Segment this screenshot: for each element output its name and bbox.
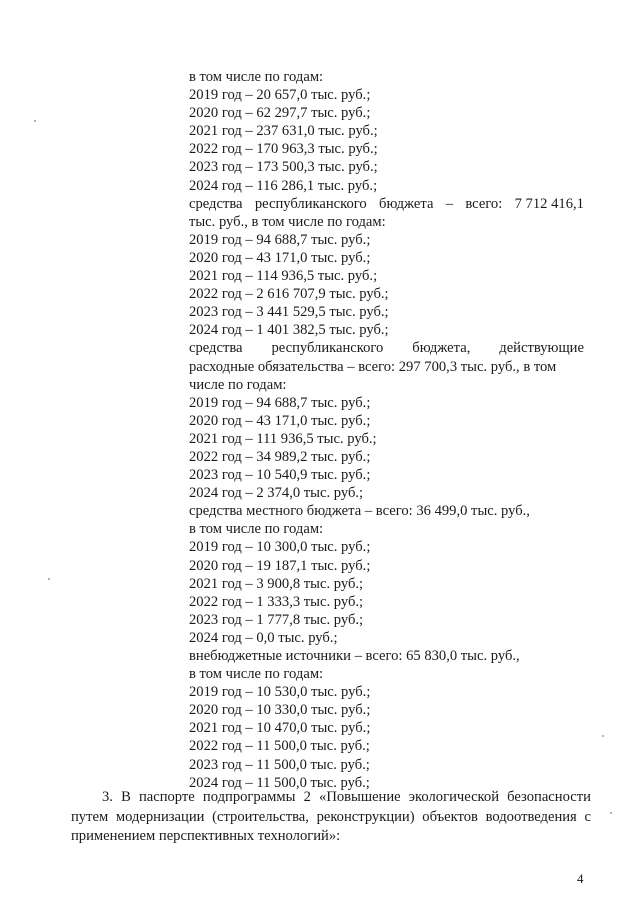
text-line: 2019 год – 94 688,7 тыс. руб.;	[189, 231, 371, 248]
paragraph-line	[71, 788, 591, 808]
text-line: 2021 год – 237 631,0 тыс. руб.;	[189, 123, 378, 140]
text-line: числе по годам:	[189, 376, 287, 393]
word: паспорте	[138, 789, 195, 805]
text-line: 2019 год – 20 657,0 тыс. руб.;	[189, 87, 371, 104]
word: водоотведения	[485, 808, 577, 825]
text-line: тыс. руб., в том числе по годам:	[189, 213, 386, 230]
text-line: 2021 год – 111 936,5 тыс. руб.;	[189, 430, 377, 447]
text-line: 2022 год – 34 989,2 тыс. руб.;	[189, 448, 371, 465]
funding-breakdown	[189, 68, 589, 792]
word: республиканского	[271, 340, 384, 357]
word: экологической	[408, 789, 500, 805]
text-line: 2019 год – 10 300,0 тыс. руб.;	[189, 539, 371, 556]
scan-speck	[610, 812, 612, 814]
word: В	[121, 789, 131, 805]
page-number: 4	[577, 871, 584, 886]
text-line: 2023 год – 3 441 529,5 тыс. руб.;	[189, 304, 389, 321]
word: –	[445, 195, 454, 212]
text-line: расходные обязательства – всего: 297 700,3 тыс. руб., в том	[189, 358, 557, 375]
paragraph-line	[71, 808, 591, 828]
word: республиканского	[254, 195, 367, 212]
text-line: 2021 год – 10 470,0 тыс. руб.;	[189, 720, 371, 737]
text-line: 2020 год – 43 171,0 тыс. руб.;	[189, 412, 371, 429]
text-line: в том числе по годам:	[189, 69, 324, 85]
text-line: 2022 год – 170 963,3 тыс. руб.;	[189, 141, 378, 158]
text-line: 2024 год – 116 286,1 тыс. руб.;	[189, 177, 378, 194]
text-line: 2021 год – 3 900,8 тыс. руб.;	[189, 575, 364, 592]
text-line: 2024 год – 2 374,0 тыс. руб.;	[189, 485, 364, 502]
word: 2	[303, 789, 311, 805]
word: всего:	[465, 195, 503, 212]
word: «Повышение	[319, 789, 401, 805]
word: подпрограммы	[202, 789, 296, 805]
word: 3.	[102, 789, 113, 805]
text-line: 2024 год – 11 500,0 тыс. руб.;	[189, 774, 370, 791]
text-line: 2024 год – 1 401 382,5 тыс. руб.;	[189, 322, 389, 339]
text-line: 2023 год – 173 500,3 тыс. руб.;	[189, 159, 378, 176]
text-line: внебюджетные источники – всего: 65 830,0 тыс. руб.,	[189, 648, 520, 664]
text-line: 2022 год – 2 616 707,9 тыс. руб.;	[189, 286, 389, 303]
text-line: 2022 год – 1 333,3 тыс. руб.;	[189, 593, 364, 610]
text-line: в том числе по годам:	[189, 666, 324, 683]
word: безопасности	[507, 789, 591, 805]
text-line: 2024 год – 0,0 тыс. руб.;	[189, 629, 338, 646]
word: (строительства,	[212, 808, 309, 825]
word: путем	[71, 808, 109, 825]
word: реконструкции)	[316, 808, 415, 825]
word: модернизации	[115, 808, 205, 825]
text-line: 2021 год – 114 936,5 тыс. руб.;	[189, 268, 378, 285]
text-line: средства местного бюджета – всего: 36 499,0 тыс. руб.,	[189, 503, 530, 520]
word: средства	[189, 195, 243, 212]
text-line: 2020 год – 10 330,0 тыс. руб.;	[189, 702, 371, 719]
section-paragraph	[71, 788, 591, 847]
text-line: 2019 год – 10 530,0 тыс. руб.;	[189, 684, 371, 701]
text-line: 2023 год – 1 777,8 тыс. руб.;	[189, 611, 364, 628]
text-line: в том числе по годам:	[189, 521, 324, 538]
text-line-justified	[189, 195, 584, 213]
word: бюджета	[379, 195, 434, 212]
text-line: 2020 год – 19 187,1 тыс. руб.;	[189, 557, 371, 574]
text-line: 2022 год – 11 500,0 тыс. руб.;	[189, 738, 370, 755]
text-line: 2023 год – 11 500,0 тыс. руб.;	[189, 756, 370, 773]
text-line: 2023 год – 10 540,9 тыс. руб.;	[189, 467, 371, 484]
text-line: 2020 год – 43 171,0 тыс. руб.;	[189, 249, 371, 266]
scan-speck	[48, 578, 50, 580]
word: средства	[189, 340, 243, 357]
scan-speck	[34, 120, 36, 122]
word: с	[584, 808, 591, 825]
scan-speck	[602, 735, 604, 737]
text-line-justified	[189, 339, 584, 357]
word: бюджета,	[412, 340, 471, 357]
word: 7 712 416,1	[514, 195, 584, 212]
word: объектов	[422, 808, 478, 825]
text-line: 2020 год – 62 297,7 тыс. руб.;	[189, 105, 371, 122]
word: действующие	[499, 340, 584, 357]
text-line: 2019 год – 94 688,7 тыс. руб.;	[189, 394, 371, 411]
paragraph-line: применением перспективных технологий»:	[71, 828, 341, 844]
